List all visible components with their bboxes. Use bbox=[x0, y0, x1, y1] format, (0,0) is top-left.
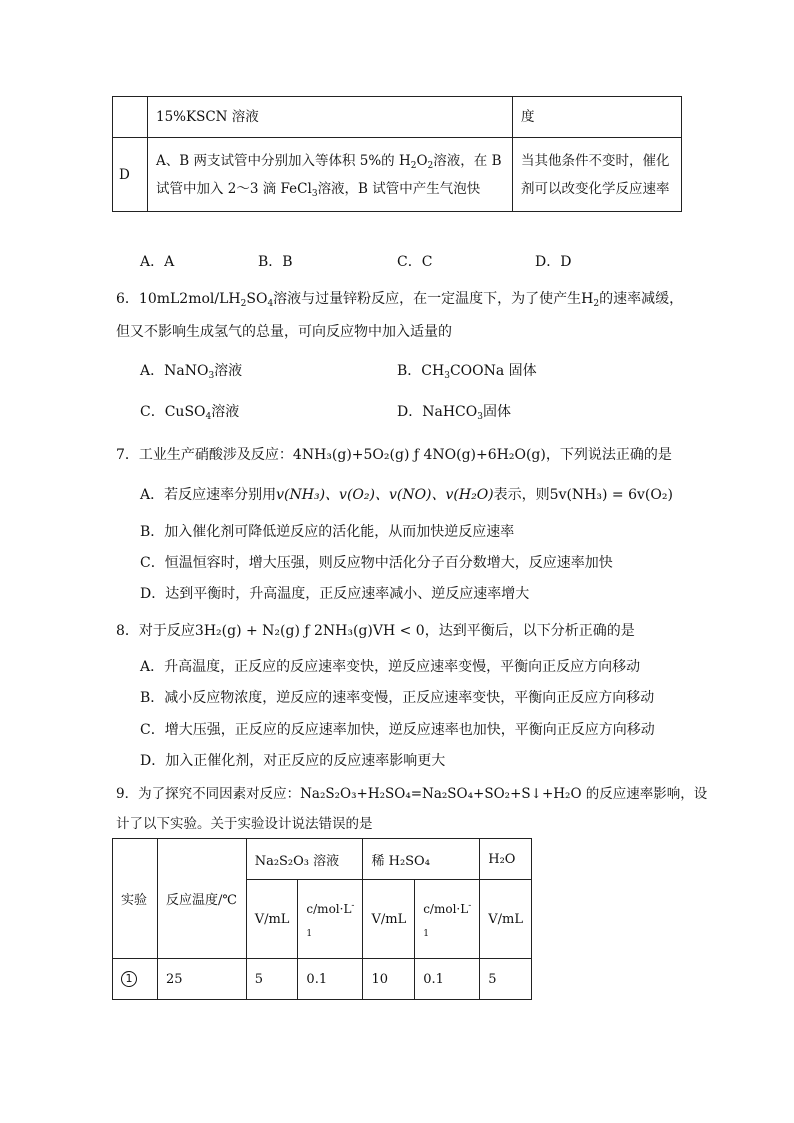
q6-option-d: D．NaHCO$_3$固体 bbox=[397, 404, 511, 422]
q6-stem: 6．$10mL2mol/LH_2SO_4$溶液与过量锌粉反应，在一定温度下，为了使产生$H_2$的速率减缓， bbox=[116, 291, 684, 309]
q6-option-c: C．CuSO$_4$溶液 bbox=[140, 404, 240, 422]
unit-volume: V/mL bbox=[480, 880, 532, 959]
q5-option-c: C．C bbox=[397, 254, 433, 270]
q8-option-b: B．减小反应物浓度，逆反应的速率变慢，正反应速率变快，平衡向正反应方向移动 bbox=[140, 690, 655, 706]
q8-equation: 3H₂(g) + N₂(g) ƒ 2NH₃(g)VH < 0 bbox=[194, 623, 425, 639]
header-temperature: 反应温度/℃ bbox=[157, 839, 246, 959]
q8-stem: 8．对于反应3H₂(g) + N₂(g) ƒ 2NH₃(g)VH < 0，达到平衡后，以下分析正确的是 bbox=[116, 623, 635, 639]
table-row bbox=[113, 138, 682, 212]
header-experiment: 实验 bbox=[113, 839, 158, 959]
q5-option-d: D．D bbox=[535, 254, 572, 270]
unit-volume: V/mL bbox=[246, 880, 298, 959]
row-id bbox=[113, 959, 158, 1000]
row-c2: 0.1 bbox=[415, 959, 480, 1000]
unit-concentration: c/mol·L- $_1$ bbox=[415, 880, 480, 959]
row-conclusion: 当其他条件不变时，催化 剂可以改变化学反应速率 bbox=[513, 138, 682, 212]
row-content: 15%KSCN 溶液 bbox=[148, 97, 513, 138]
q7-option-d: D．达到平衡时，升高温度，正反应速率减小、逆反应速率增大 bbox=[140, 586, 530, 602]
q5-option-a: A．A bbox=[140, 254, 175, 270]
q8-option-c: C．增大压强，正反应的反应速率加快，逆反应速率也加快，平衡向正反应方向移动 bbox=[140, 722, 655, 738]
header-h2o: H₂O bbox=[480, 839, 532, 880]
q8-option-a: A．升高温度，正反应的反应速率变快，逆反应速率变慢，平衡向正反应方向移动 bbox=[140, 659, 641, 675]
q7-option-b: B．加入催化剂可降低逆反应的活化能，从而加快逆反应速率 bbox=[140, 524, 515, 540]
q6-stem-line2: 但又不影响生成氢气的总量，可向反应物中加入适量的 bbox=[116, 324, 452, 340]
experiment-table-top bbox=[112, 96, 682, 212]
row-label: D bbox=[113, 138, 148, 212]
row-v1: 5 bbox=[246, 959, 298, 1000]
q9-stem-line2: 计了以下实验。关于实验设计说法错误的是 bbox=[116, 816, 373, 832]
circled-number: 1 bbox=[121, 971, 137, 987]
table-row bbox=[113, 959, 532, 1000]
q7-equation: 4NH₃(g)+5O₂(g) ƒ 4NO(g)+6H₂O(g) bbox=[292, 447, 546, 463]
q7-option-a: A．若反应速率分别用v(NH₃)、v(O₂)、v(NO)、v(H₂O)表示，则5v(NH₃) = 6v(O₂) bbox=[140, 487, 673, 503]
q6-option-a: A．NaNO$_3$溶液 bbox=[140, 363, 243, 381]
q6-option-b: B．$CH_3COONa$ 固体 bbox=[397, 363, 537, 381]
header-h2so4: 稀 H₂SO₄ bbox=[363, 839, 480, 880]
experiment-table-bottom bbox=[112, 838, 532, 1000]
row-temp: 25 bbox=[157, 959, 246, 1000]
q5-option-b: B．B bbox=[258, 254, 293, 270]
unit-concentration: c/mol·L- $_1$ bbox=[298, 880, 363, 959]
unit-volume: V/mL bbox=[363, 880, 415, 959]
q7-option-c: C．恒温恒容时，增大压强，则反应物中活化分子百分数增大，反应速率加快 bbox=[140, 555, 613, 571]
row-v2: 10 bbox=[363, 959, 415, 1000]
q9-stem: 9．为了探究不同因素对反应：Na₂S₂O₃+H₂SO₄=Na₂SO₄+SO₂+S↓+H₂O 的反应速率影响，设 bbox=[116, 786, 708, 802]
row-content: A、B 两支试管中分别加入等体积 5%的 $H_2O_2$溶液，在 B 试管中加入 2～3 滴 FeCl$_3$溶液，B 试管中产生气泡快 bbox=[148, 138, 513, 212]
q8-option-d: D．加入正催化剂，对正反应的反应速率影响更大 bbox=[140, 753, 446, 769]
row-label bbox=[113, 97, 148, 138]
row-v3: 5 bbox=[480, 959, 532, 1000]
table-header-row bbox=[113, 839, 532, 880]
row-c1: 0.1 bbox=[298, 959, 363, 1000]
q7-stem: 7．工业生产硝酸涉及反应：4NH₃(g)+5O₂(g) ƒ 4NO(g)+6H₂O(g)，下列说法正确的是 bbox=[116, 447, 672, 463]
table-row bbox=[113, 97, 682, 138]
header-na2s2o3: Na₂S₂O₃ 溶液 bbox=[246, 839, 363, 880]
row-conclusion: 度 bbox=[513, 97, 682, 138]
